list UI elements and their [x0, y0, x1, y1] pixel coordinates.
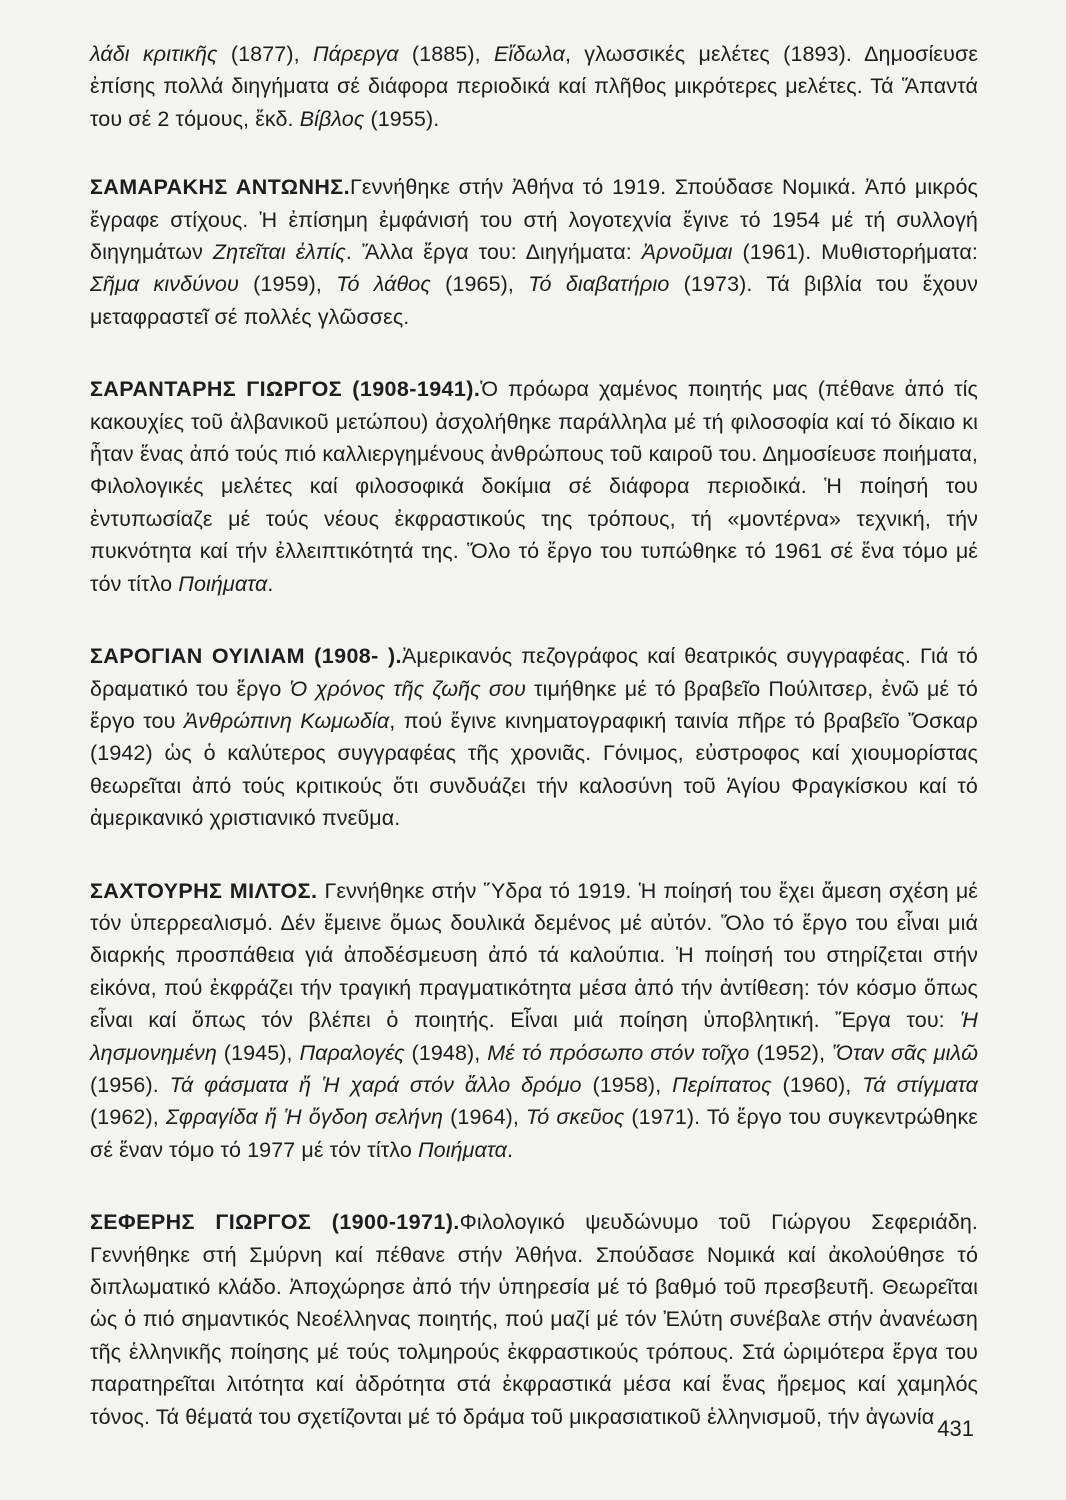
- entry-heading: ΣΑΡΟΓΙΑΝ ΟΥΙΛΙΑΜ (1908- ).: [90, 644, 402, 669]
- entry-text: (1962),: [90, 1105, 166, 1130]
- entry-text: (1877),: [217, 42, 313, 66]
- entry-work-title: Ὁ χρόνος τῆς ζωῆς σου: [289, 676, 526, 701]
- entry-work-title: Μέ τό πρόσωπο στόν τοῖχο: [487, 1040, 750, 1065]
- entry-work-title: Σφραγίδα ἤ Ἡ ὄγδοη σελήνη: [165, 1105, 444, 1130]
- entry-work-title: Τά στίγματα: [862, 1072, 978, 1097]
- entry-work-title: Ἀνθρώπινη Κωμωδία: [183, 708, 390, 733]
- entry-text: . Ἄλλα ἔργα του: Διηγήματα:: [345, 240, 642, 265]
- entry-text: , πού ἔγινε κινηματογραφική ταινία πῆρε τό βραβεῖο Ὄσκαρ (1942) ὡς ὁ καλύτερος συγγραφέας τῆς χρονιᾶς. Γόνιμος, εὐστροφος καί χιουμορίστας θεωρεῖται ἀπό τούς κριτικούς ὅτι συνδυάζει τήν καλοσύνη τοῦ Ἁγίου Φραγκίσκου καί τό ἀμερικανικό χριστιανικό πνεῦμα.: [90, 708, 978, 831]
- entry-text: (1958),: [581, 1072, 673, 1097]
- entry-saroyan: [90, 640, 978, 834]
- entry-text: (1959),: [238, 272, 337, 297]
- entry-work-title: Παραλογές: [299, 1040, 405, 1065]
- entry-text: (1961). Μυθιστορήματα:: [732, 240, 978, 265]
- entry-text: .: [507, 1137, 514, 1162]
- entry-text: (1956).: [90, 1072, 170, 1097]
- entry-work-title: Πάρεργα: [312, 42, 399, 66]
- entry-work-title: Ποιήματα: [178, 571, 268, 596]
- entry-text: .: [267, 571, 274, 596]
- entry-text: (1952),: [749, 1040, 832, 1065]
- page-number: 431: [937, 1416, 974, 1441]
- entry-text: , γλωσσικές μελέτες (1893). Δημοσίευσε ἐπίσης πολλά διηγήματα σέ διάφορα περιοδικά καί πλῆθος μικρότερες μελέτες. Τά Ἅπαντά του σέ 2 τόμους, ἔκδ.: [90, 42, 979, 131]
- entry-work-title: Περίπατος: [672, 1072, 772, 1097]
- entry-text: (1885),: [398, 42, 494, 66]
- entry-work-title: Ἡ λησμονημένη: [90, 1008, 978, 1065]
- entry-work-title: Βίβλος: [299, 106, 365, 131]
- entry-work-title: Τό διαβατήριο: [528, 272, 670, 297]
- entry-text: (1971). Τό ἔργο του συγκεντρώθηκε σέ ἕναν τόμο τό 1977 μέ τόν τίτλο: [90, 1105, 978, 1162]
- entry-work-title: Ποιήματα: [417, 1137, 508, 1162]
- entry-work-title: Εἴδωλα: [493, 42, 565, 66]
- entry-work-title: Τό λάθος: [336, 272, 431, 297]
- entry-text: (1955).: [364, 106, 440, 131]
- entry-heading: ΣΕΦΕΡΗΣ ΓΙΩΡΓΟΣ (1900-1971).: [90, 1210, 460, 1235]
- entry-text: Γεννήθηκε στήν Ὕδρα τό 1919. Ἡ ποίησή του ἔχει ἄμεση σχέση μέ τόν ὑπερρεαλισμό. Δέν ἔμεινε ὅμως δουλικά δεμένος μέ αὐτόν. Ὅλο τό ἔργο του εἶναι μιά διαρκής προσπάθεια γιά ἀποδέσμευση ἀπό τά καλούπια. Ἡ ποίησή του στηρίζεται στήν εἰκόνα, πού ἐκφράζει τήν τραγική πραγματικότητα μέσα ἀπό τήν ἀντίθεση: τόν κόσμο ὅπως εἶναι καί ὅπως τόν βλέπει ὁ ποιητής. Εἶναι μιά ποίηση ὑποβλητική. Ἔργα του:: [90, 878, 978, 1033]
- entry-seferis: [90, 1206, 978, 1433]
- entry-text: (1973). Τά βιβλία του ἔχουν μεταφραστεῖ σέ πολλές γλῶσσες.: [90, 272, 979, 329]
- entry-heading: ΣΑΜΑΡΑΚΗΣ ΑΝΤΩΝΗΣ.: [90, 175, 350, 200]
- entry-work-title: λάδι κριτικῆς: [90, 42, 218, 66]
- entry-text: (1965),: [430, 272, 529, 297]
- entry-text: Ἀμερικανός πεζογράφος καί θεατρικός συγγραφέας. Γιά τό δραματικό του ἔργο: [90, 644, 978, 701]
- entry-work-title: Τό σκεῦος: [526, 1105, 625, 1130]
- entry-work-title: Τά φάσματα ἤ Ἡ χαρά στόν ἄλλο δρόμο: [169, 1072, 582, 1097]
- entry-sachtouris: [90, 875, 978, 1167]
- entry-sarantaris: [90, 373, 978, 600]
- entry-continuation: [90, 38, 978, 135]
- page-body: [90, 38, 978, 1473]
- entry-work-title: Ζητεῖται ἐλπίς: [212, 240, 346, 265]
- entry-work-title: Σῆμα κινδύνου: [90, 272, 239, 297]
- entry-text: (1964),: [443, 1105, 526, 1130]
- entry-work-title: Ἀρνοῦμαι: [641, 240, 733, 265]
- entry-text: (1960),: [771, 1072, 863, 1097]
- entry-samarakis: [90, 171, 978, 333]
- entry-text: (1945),: [216, 1040, 300, 1065]
- entry-text: Ὁ πρόωρα χαμένος ποιητής μας (πέθανε ἀπό τίς κακουχίες τοῦ ἀλβανικοῦ μετώπου) ἀσχολήθηκε παράλληλα μέ τή φιλοσοφία καί τό δίκαιο κι ἦταν ἕνας ἀπό τούς πιό καλλιεργημένους ἀνθρώπους τοῦ καιροῦ του. Δημοσίευσε ποιήματα, Φιλολογικές μελέτες καί φιλοσοφικά δοκίμια σέ διάφορα περιοδικά. Ἡ ποίησή του ἐντυπωσίαζε μέ τούς νέους ἐκφραστικούς της τρόπους, τή «μοντέρνα» τεχνική, τήν πυκνότητα καί τήν ἐλλειπτικότητά της. Ὅλο τό ἔργο του τυπώθηκε τό 1961 σέ ἕνα τόμο μέ τόν τίτλο: [90, 377, 978, 596]
- entry-heading: ΣΑΡΑΝΤΑΡΗΣ ΓΙΩΡΓΟΣ (1908-1941).: [90, 377, 481, 402]
- entry-text: Φιλολογικό ψευδώνυμο τοῦ Γιώργου Σεφεριάδη. Γεννήθηκε στή Σμύρνη καί πέθανε στήν Ἀθήνα. Σπούδασε Νομικά καί ἀκολούθησε τό διπλωματικό κλάδο. Ἀποχώρησε ἀπό τήν ὑπηρεσία μέ τό βαθμό τοῦ πρεσβευτῆ. Θεωρεῖται ὡς ὁ πιό σημαντικός Νεοέλληνας ποιητής, πού μαζί μέ τόν Ἐλύτη συνέβαλε στήν ἀνανέωση τῆς ἑλληνικῆς ποίησης μέ τούς τολμηρούς ἐκφραστικούς τρόπους. Στά ὡριμότερα ἔργα του παρατηρεῖται λιτότητα καί ἀδρότητα στά ἐκφραστικά μέσα καί ἕνας ἤρεμος καί χαμηλός τόνος. Τά θέματά του σχετίζονται μέ τό δράμα τοῦ μικρασιατικοῦ ἑλληνισμοῦ, τήν ἀγωνία: [90, 1210, 978, 1429]
- entry-text: Γεννήθηκε στήν Ἀθήνα τό 1919. Σπούδασε Νομικά. Ἀπό μικρός ἔγραφε στίχους. Ἡ ἐπίσημη ἐμφάνισή του στή λογοτεχνία ἔγινε τό 1954 μέ τή συλλογή διηγημάτων: [90, 175, 978, 265]
- entry-work-title: Ὅταν σᾶς μιλῶ: [832, 1040, 979, 1065]
- entry-text: τιμήθηκε μέ τό βραβεῖο Πούλιτσερ, ἐνῶ μέ τό ἔργο του: [90, 676, 978, 733]
- entry-text: (1948),: [404, 1040, 488, 1065]
- entry-heading: ΣΑΧΤΟΥΡΗΣ ΜΙΛΤΟΣ.: [90, 878, 318, 903]
